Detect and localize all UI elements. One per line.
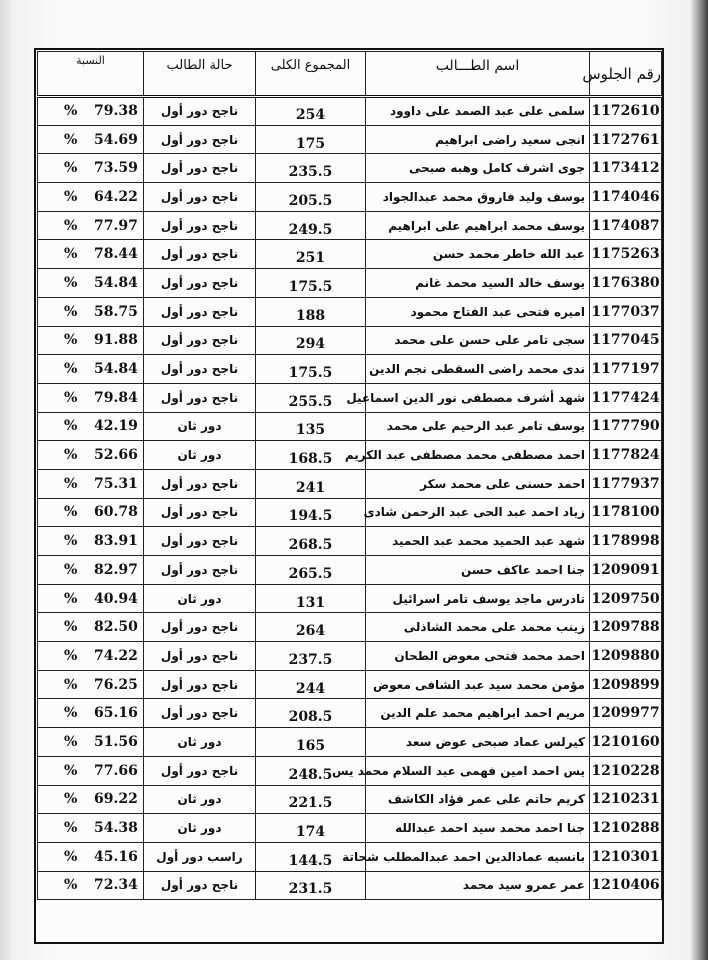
percentage-value: 60.78 xyxy=(94,504,138,521)
percent-sign: % xyxy=(64,561,78,578)
percentage-value: 45.16 xyxy=(94,848,138,865)
total-score-cell: 168.5 xyxy=(256,441,366,470)
total-score-cell: 175 xyxy=(256,125,366,154)
student-name-cell: جنا احمد عاكف حسن xyxy=(366,556,590,585)
seat-number-cell: 1172761 xyxy=(590,125,662,154)
student-status-cell: ناجح دور أول xyxy=(144,240,256,269)
student-status-cell: ناجح دور أول xyxy=(144,613,256,642)
student-status-cell: دور ثان xyxy=(144,785,256,814)
percent-sign: % xyxy=(64,131,78,148)
seat-number-cell: 1175263 xyxy=(590,240,662,269)
student-name-cell: ندى محمد راضى السقطى نجم الدين xyxy=(366,355,590,384)
percentage-cell xyxy=(38,670,144,699)
table-row xyxy=(38,269,662,298)
student-name-cell: زياد احمد عبد الحى عبد الرحمن شادى xyxy=(366,498,590,527)
percent-sign: % xyxy=(64,676,78,693)
seat-number-cell: 1210160 xyxy=(590,728,662,757)
table-row xyxy=(38,642,662,671)
student-name-cell: بانسيه عمادالدين احمد عبدالمطلب شحاتة xyxy=(366,842,590,871)
header-row xyxy=(38,52,662,97)
student-status-cell: ناجح دور أول xyxy=(144,527,256,556)
student-name-cell: انجى سعيد راضى ابراهيم xyxy=(366,125,590,154)
student-status-cell: ناجح دور أول xyxy=(144,699,256,728)
percentage-cell xyxy=(38,355,144,384)
percentage-cell xyxy=(38,125,144,154)
percent-sign: % xyxy=(64,418,78,435)
total-score-cell: 221.5 xyxy=(256,785,366,814)
percentage-cell xyxy=(38,728,144,757)
seat-number-cell: 1174087 xyxy=(590,211,662,240)
table-row xyxy=(38,97,662,126)
total-score-cell: 174 xyxy=(256,814,366,843)
percentage-value: 40.94 xyxy=(94,590,138,607)
student-status-cell: ناجح دور أول xyxy=(144,211,256,240)
total-score-cell: 208.5 xyxy=(256,699,366,728)
table-row xyxy=(38,670,662,699)
student-name-cell: يوسف تامر عبد الرحيم على محمد xyxy=(366,412,590,441)
percentage-value: 54.84 xyxy=(94,361,138,378)
total-score-cell: 268.5 xyxy=(256,527,366,556)
percentage-value: 75.31 xyxy=(94,475,138,492)
percentage-cell xyxy=(38,240,144,269)
student-name-cell: زينب محمد على محمد الشاذلى xyxy=(366,613,590,642)
percent-sign: % xyxy=(64,647,78,664)
table-row xyxy=(38,355,662,384)
percentage-value: 79.84 xyxy=(94,389,138,406)
header-total-score: المجموع الكلى xyxy=(256,52,366,97)
total-score-cell: 294 xyxy=(256,326,366,355)
seat-number-cell: 1209977 xyxy=(590,699,662,728)
seat-number-cell: 1177937 xyxy=(590,469,662,498)
student-name-cell: كيرلس عماد صبحى عوض سعد xyxy=(366,728,590,757)
percent-sign: % xyxy=(64,762,78,779)
percent-sign: % xyxy=(64,504,78,521)
student-status-cell: ناجح دور أول xyxy=(144,326,256,355)
percentage-cell xyxy=(38,556,144,585)
percentage-cell xyxy=(38,785,144,814)
total-score-cell: 264 xyxy=(256,613,366,642)
percent-sign: % xyxy=(64,361,78,378)
table-row xyxy=(38,527,662,556)
percent-sign: % xyxy=(64,475,78,492)
seat-number-cell: 1178998 xyxy=(590,527,662,556)
percentage-value: 54.38 xyxy=(94,820,138,837)
percent-sign: % xyxy=(64,246,78,263)
total-score-cell: 175.5 xyxy=(256,355,366,384)
student-name-cell: سجى تامر على حسن على محمد xyxy=(366,326,590,355)
percentage-cell xyxy=(38,297,144,326)
student-status-cell: دور ثان xyxy=(144,412,256,441)
total-score-cell: 231.5 xyxy=(256,871,366,900)
percentage-value: 65.16 xyxy=(94,705,138,722)
student-status-cell: دور ثان xyxy=(144,814,256,843)
table-row xyxy=(38,125,662,154)
percentage-value: 82.50 xyxy=(94,619,138,636)
percentage-value: 51.56 xyxy=(94,733,138,750)
student-name-cell: مريم احمد ابراهيم محمد علم الدين xyxy=(366,699,590,728)
student-status-cell: ناجح دور أول xyxy=(144,670,256,699)
table-row xyxy=(38,154,662,183)
student-name-cell: يوسف وليد فاروق محمد عبدالجواد xyxy=(366,183,590,212)
percentage-cell xyxy=(38,383,144,412)
seat-number-cell: 1209788 xyxy=(590,613,662,642)
total-score-cell: 188 xyxy=(256,297,366,326)
percentage-value: 79.38 xyxy=(94,103,138,120)
table-row xyxy=(38,756,662,785)
percentage-value: 64.22 xyxy=(94,188,138,205)
student-status-cell: ناجح دور أول xyxy=(144,269,256,298)
student-name-cell: سلمى على عبد الصمد على داوود xyxy=(366,97,590,126)
table-row xyxy=(38,814,662,843)
percent-sign: % xyxy=(64,877,78,894)
table-row xyxy=(38,412,662,441)
percentage-value: 77.97 xyxy=(94,217,138,234)
percentage-cell xyxy=(38,183,144,212)
percentage-cell xyxy=(38,326,144,355)
percent-sign: % xyxy=(64,160,78,177)
student-name-cell: احمد حسنى على محمد سكر xyxy=(366,469,590,498)
seat-number-cell: 1177197 xyxy=(590,355,662,384)
total-score-cell: 255.5 xyxy=(256,383,366,412)
total-score-cell: 135 xyxy=(256,412,366,441)
total-score-cell: 205.5 xyxy=(256,183,366,212)
percentage-value: 58.75 xyxy=(94,303,138,320)
percentage-value: 69.22 xyxy=(94,791,138,808)
percentage-value: 78.44 xyxy=(94,246,138,263)
total-score-cell: 249.5 xyxy=(256,211,366,240)
percentage-cell xyxy=(38,642,144,671)
seat-number-cell: 1174046 xyxy=(590,183,662,212)
total-score-cell: 175.5 xyxy=(256,269,366,298)
percent-sign: % xyxy=(64,188,78,205)
percent-sign: % xyxy=(64,274,78,291)
seat-number-cell: 1177824 xyxy=(590,441,662,470)
total-score-cell: 265.5 xyxy=(256,556,366,585)
student-status-cell: ناجح دور أول xyxy=(144,125,256,154)
seat-number-cell: 1177424 xyxy=(590,383,662,412)
percentage-value: 72.34 xyxy=(94,877,138,894)
percent-sign: % xyxy=(64,447,78,464)
header-student-name: اسم الطـــالب xyxy=(366,52,590,97)
percent-sign: % xyxy=(64,791,78,808)
student-name-cell: احمد مصطفى محمد مصطفى عبد الكريم xyxy=(366,441,590,470)
student-name-cell: جنا احمد محمد سيد احمد عبدالله xyxy=(366,814,590,843)
table-row xyxy=(38,183,662,212)
student-status-cell: ناجح دور أول xyxy=(144,498,256,527)
student-status-cell: ناجح دور أول xyxy=(144,556,256,585)
table-row xyxy=(38,613,662,642)
percentage-cell xyxy=(38,871,144,900)
percentage-cell xyxy=(38,441,144,470)
student-name-cell: عمر عمرو سيد محمد xyxy=(366,871,590,900)
percentage-cell xyxy=(38,699,144,728)
percent-sign: % xyxy=(64,103,78,120)
table-row xyxy=(38,498,662,527)
student-status-cell: دور ثان xyxy=(144,584,256,613)
seat-number-cell: 1173412 xyxy=(590,154,662,183)
percentage-value: 91.88 xyxy=(94,332,138,349)
percentage-value: 76.25 xyxy=(94,676,138,693)
seat-number-cell: 1210288 xyxy=(590,814,662,843)
seat-number-cell: 1209880 xyxy=(590,642,662,671)
student-status-cell: ناجح دور أول xyxy=(144,297,256,326)
total-score-cell: 254 xyxy=(256,97,366,126)
seat-number-cell: 1209899 xyxy=(590,670,662,699)
table-row xyxy=(38,699,662,728)
student-name-cell: اميره فتحى عبد الفتاح محمود xyxy=(366,297,590,326)
student-name-cell: شهد عبد الحميد محمد عبد الحميد xyxy=(366,527,590,556)
percent-sign: % xyxy=(64,217,78,234)
seat-number-cell: 1172610 xyxy=(590,97,662,126)
total-score-cell: 235.5 xyxy=(256,154,366,183)
table-row xyxy=(38,240,662,269)
total-score-cell: 241 xyxy=(256,469,366,498)
percent-sign: % xyxy=(64,733,78,750)
student-name-cell: يس احمد امين فهمى عبد السلام محمد يس xyxy=(366,756,590,785)
student-name-cell: عبد الله خاطر محمد حسن xyxy=(366,240,590,269)
percent-sign: % xyxy=(64,590,78,607)
percent-sign: % xyxy=(64,332,78,349)
results-sheet xyxy=(34,48,664,944)
student-name-cell: احمد محمد فتحى معوض الطحان xyxy=(366,642,590,671)
table-row xyxy=(38,785,662,814)
student-status-cell: ناجح دور أول xyxy=(144,871,256,900)
student-status-cell: ناجح دور أول xyxy=(144,642,256,671)
student-status-cell: راسب دور أول xyxy=(144,842,256,871)
percent-sign: % xyxy=(64,389,78,406)
student-status-cell: ناجح دور أول xyxy=(144,355,256,384)
percentage-value: 73.59 xyxy=(94,160,138,177)
table-row xyxy=(38,211,662,240)
seat-number-cell: 1176380 xyxy=(590,269,662,298)
percentage-cell xyxy=(38,269,144,298)
header-seat-number: رقم الجلوس xyxy=(590,52,662,97)
student-status-cell: ناجح دور أول xyxy=(144,183,256,212)
percent-sign: % xyxy=(64,533,78,550)
table-row xyxy=(38,441,662,470)
percentage-value: 54.69 xyxy=(94,131,138,148)
total-score-cell: 165 xyxy=(256,728,366,757)
student-name-cell: كريم حاتم على عمر فؤاد الكاشف xyxy=(366,785,590,814)
percentage-cell xyxy=(38,613,144,642)
table-row xyxy=(38,584,662,613)
seat-number-cell: 1177045 xyxy=(590,326,662,355)
percentage-cell xyxy=(38,842,144,871)
table-row xyxy=(38,871,662,900)
percentage-cell xyxy=(38,154,144,183)
percentage-cell xyxy=(38,584,144,613)
table-row xyxy=(38,556,662,585)
table-row xyxy=(38,469,662,498)
seat-number-cell: 1210301 xyxy=(590,842,662,871)
percentage-cell xyxy=(38,498,144,527)
student-name-cell: مؤمن محمد سيد عبد الشافى معوض xyxy=(366,670,590,699)
percentage-cell xyxy=(38,814,144,843)
total-score-cell: 248.5 xyxy=(256,756,366,785)
student-status-cell: ناجح دور أول xyxy=(144,97,256,126)
total-score-cell: 194.5 xyxy=(256,498,366,527)
total-score-cell: 237.5 xyxy=(256,642,366,671)
table-row xyxy=(38,383,662,412)
percent-sign: % xyxy=(64,820,78,837)
percentage-cell xyxy=(38,469,144,498)
percent-sign: % xyxy=(64,848,78,865)
seat-number-cell: 1177037 xyxy=(590,297,662,326)
seat-number-cell: 1209091 xyxy=(590,556,662,585)
header-percentage: النسبة xyxy=(38,52,144,97)
percent-sign: % xyxy=(64,705,78,722)
seat-number-cell: 1210406 xyxy=(590,871,662,900)
student-name-cell: جوى اشرف كامل وهبه صبحى xyxy=(366,154,590,183)
total-score-cell: 251 xyxy=(256,240,366,269)
student-name-cell: شهد أشرف مصطفى نور الدين اسماعيل xyxy=(366,383,590,412)
percentage-cell xyxy=(38,527,144,556)
seat-number-cell: 1178100 xyxy=(590,498,662,527)
total-score-cell: 144.5 xyxy=(256,842,366,871)
header-student-status: حالة الطالب xyxy=(144,52,256,97)
table-row xyxy=(38,728,662,757)
student-status-cell: ناجح دور أول xyxy=(144,383,256,412)
percentage-value: 42.19 xyxy=(94,418,138,435)
percent-sign: % xyxy=(64,303,78,320)
percentage-value: 54.84 xyxy=(94,274,138,291)
seat-number-cell: 1177790 xyxy=(590,412,662,441)
table-row xyxy=(38,326,662,355)
student-status-cell: دور ثان xyxy=(144,441,256,470)
percentage-value: 82.97 xyxy=(94,561,138,578)
student-name-cell: تادرس ماجد يوسف تامر اسرائيل xyxy=(366,584,590,613)
seat-number-cell: 1210228 xyxy=(590,756,662,785)
results-table xyxy=(37,51,662,900)
total-score-cell: 131 xyxy=(256,584,366,613)
student-status-cell: ناجح دور أول xyxy=(144,469,256,498)
total-score-cell: 244 xyxy=(256,670,366,699)
percentage-value: 77.66 xyxy=(94,762,138,779)
table-row xyxy=(38,297,662,326)
percentage-value: 74.22 xyxy=(94,647,138,664)
percentage-cell xyxy=(38,756,144,785)
student-name-cell: يوسف محمد ابراهيم على ابراهيم xyxy=(366,211,590,240)
table-row xyxy=(38,842,662,871)
seat-number-cell: 1210231 xyxy=(590,785,662,814)
percent-sign: % xyxy=(64,619,78,636)
percentage-cell xyxy=(38,412,144,441)
percentage-cell xyxy=(38,97,144,126)
seat-number-cell: 1209750 xyxy=(590,584,662,613)
student-name-cell: يوسف خالد السيد محمد غانم xyxy=(366,269,590,298)
student-status-cell: ناجح دور أول xyxy=(144,756,256,785)
percentage-value: 52.66 xyxy=(94,447,138,464)
student-status-cell: دور ثان xyxy=(144,728,256,757)
percentage-cell xyxy=(38,211,144,240)
percentage-value: 83.91 xyxy=(94,533,138,550)
student-status-cell: ناجح دور أول xyxy=(144,154,256,183)
